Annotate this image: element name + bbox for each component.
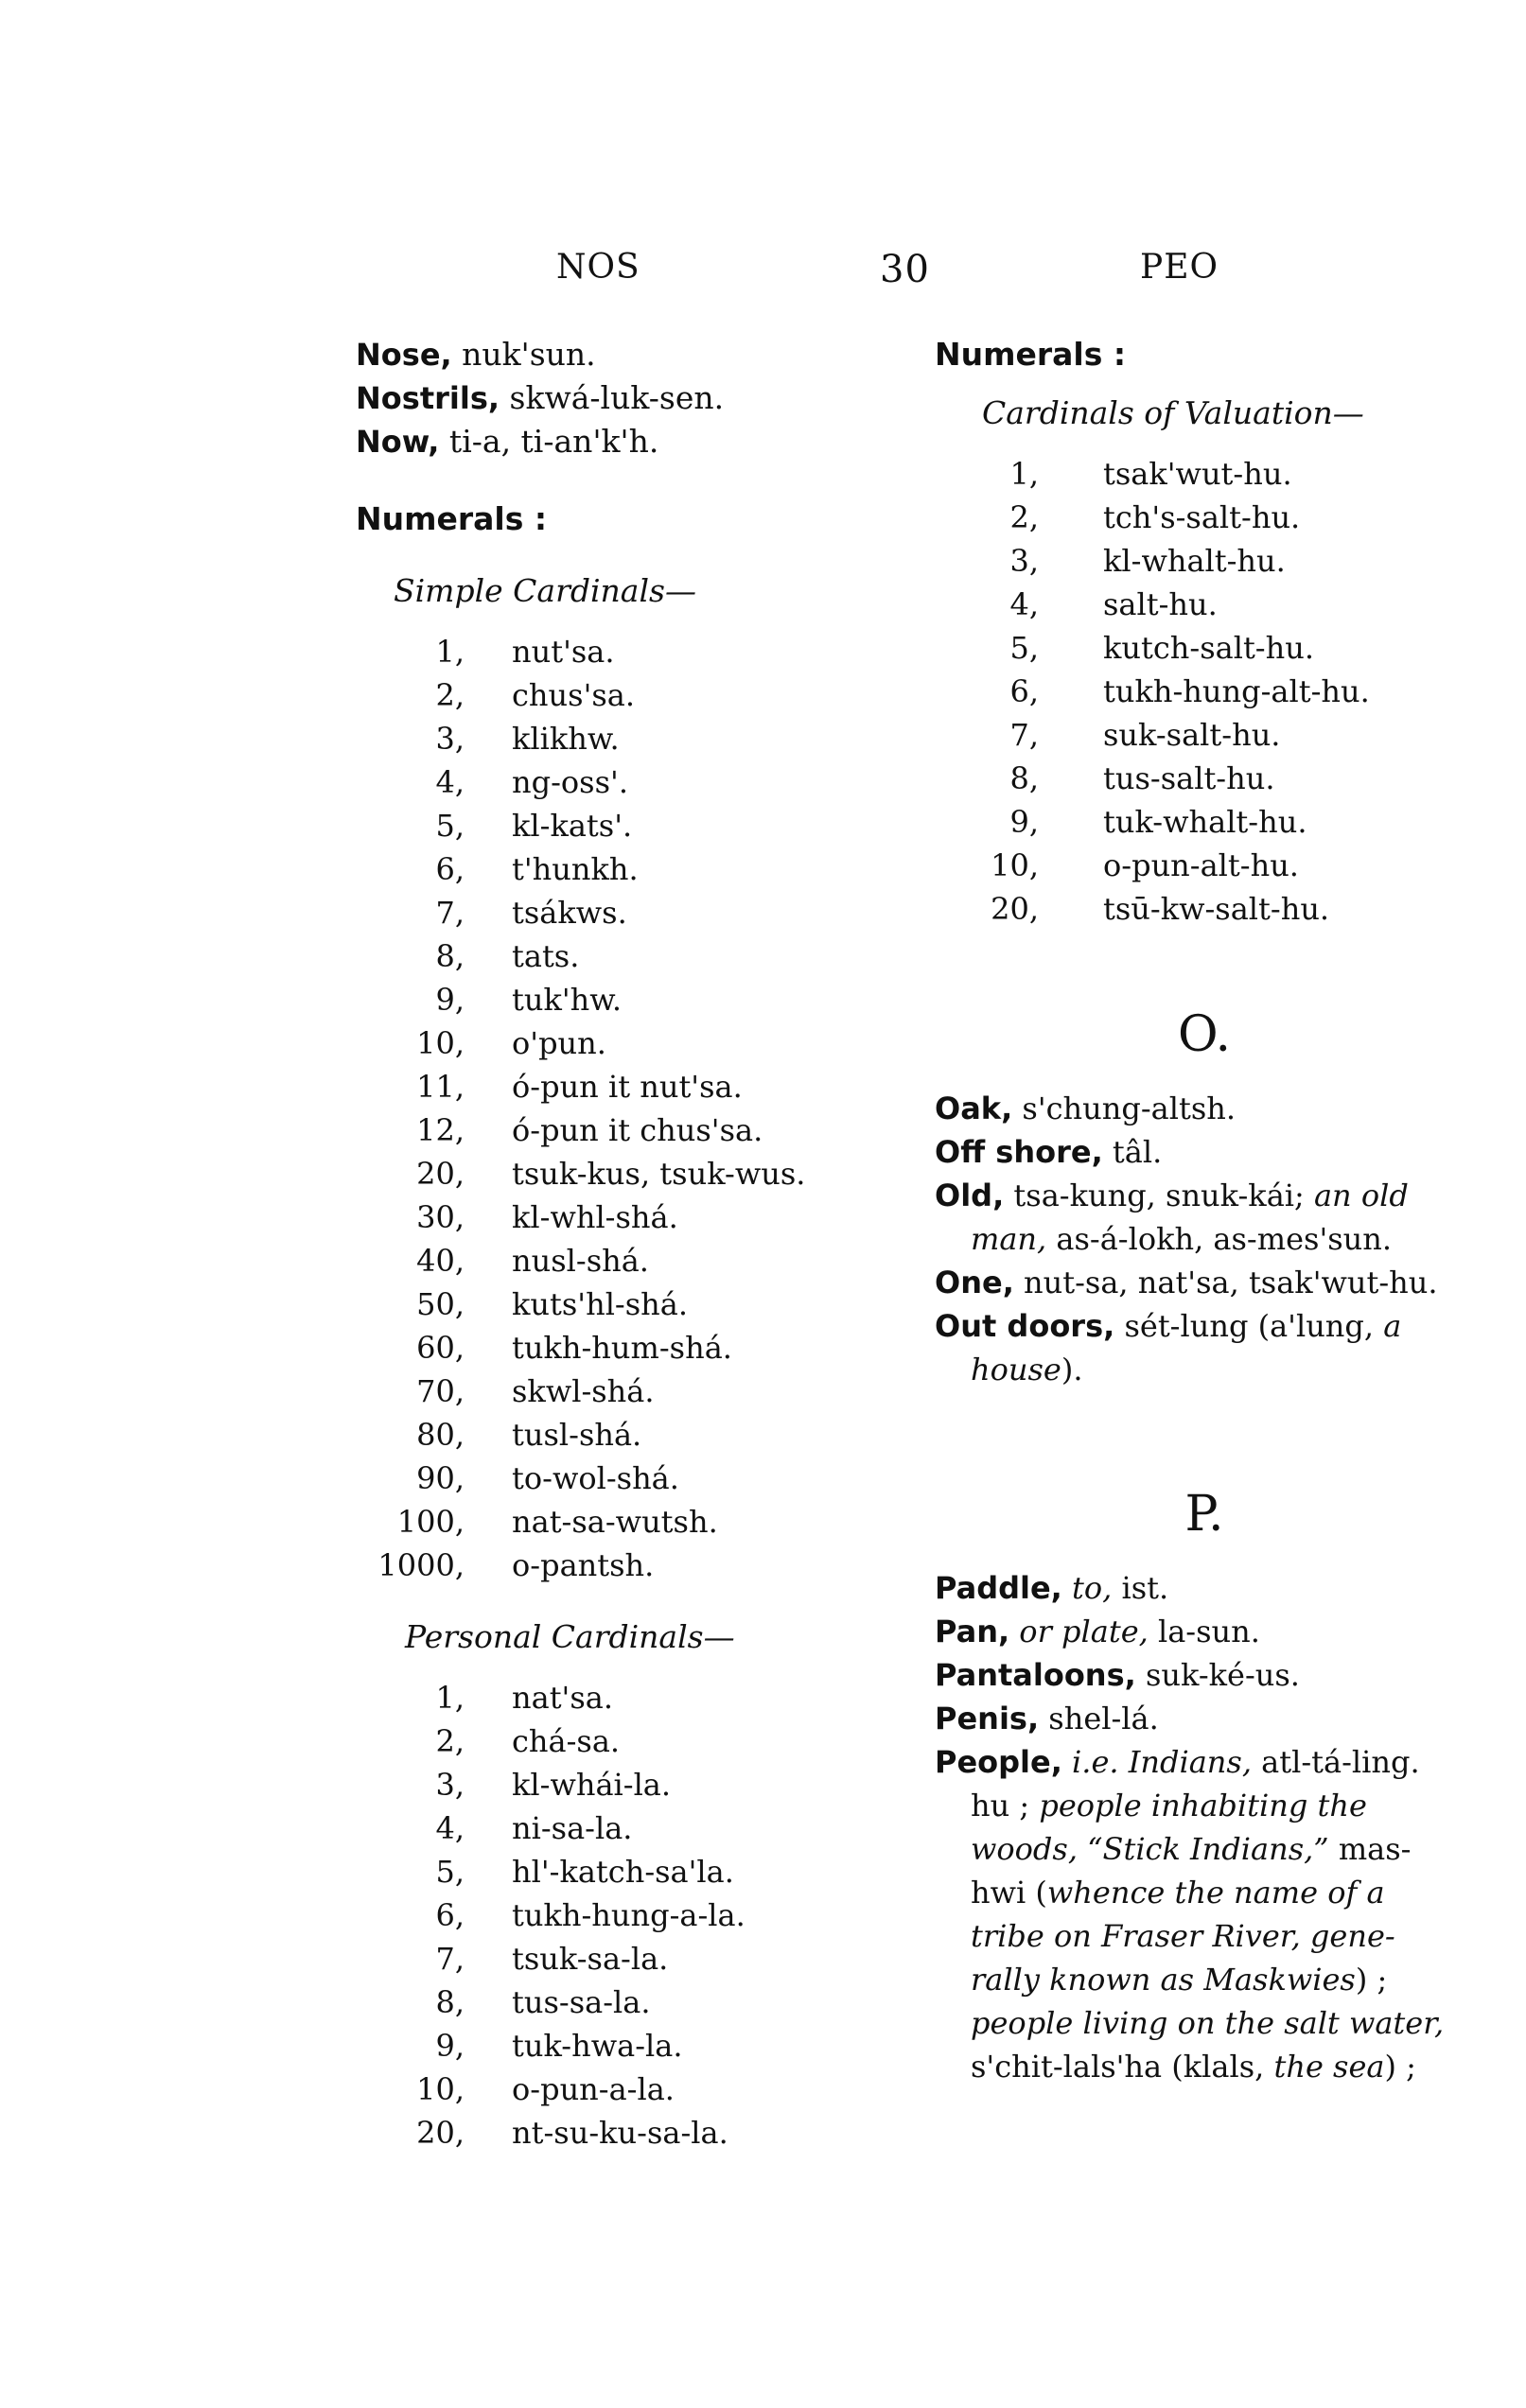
- list-item: 10, o'pun.: [416, 1025, 606, 1061]
- list-item: 1, nat'sa.: [435, 1680, 614, 1716]
- definition: skwá-luk-sen.: [500, 379, 725, 416]
- list-item: 10, o-pun-a-la.: [416, 2071, 675, 2107]
- list-item: 70, skwl-shá.: [416, 1373, 655, 1409]
- list-item: 8, tus-sa-la.: [435, 1984, 651, 2020]
- personal-cardinals-title: Personal Cardinals—: [405, 1618, 735, 1655]
- list-item: 7, suk-salt-hu.: [1009, 717, 1281, 753]
- list-item: 1000, o-pantsh.: [377, 1547, 655, 1583]
- definition: nuk'sun.: [451, 336, 596, 373]
- running-head-right: PEO: [1140, 248, 1219, 287]
- list-item: 2, chá-sa.: [435, 1723, 621, 1759]
- valuation-cardinals-title: Cardinals of Valuation—: [982, 394, 1364, 431]
- list-item: 50, kuts'hl-shá.: [416, 1286, 689, 1322]
- list-item: 3, kl-whái-la.: [435, 1767, 672, 1803]
- list-item: 4, ni-sa-la.: [435, 1810, 633, 1846]
- headword: Now,: [356, 424, 440, 460]
- entry-off-shore: Off shore, tâl.: [935, 1134, 1163, 1170]
- page-number: 30: [880, 248, 930, 291]
- list-item: 9, tuk-hwa-la.: [435, 2028, 683, 2064]
- list-item: 7, tsuk-sa-la.: [435, 1941, 669, 1977]
- entry-pantaloons: Pantaloons, suk-ké-us.: [935, 1657, 1300, 1693]
- list-item: 7, tsákws.: [435, 895, 627, 931]
- numerals-heading-cont: Numerals :: [935, 336, 1127, 373]
- left-column: [356, 333, 886, 2155]
- entry-now: [356, 420, 886, 463]
- list-item: 9, tuk-whalt-hu.: [1009, 804, 1307, 840]
- list-item: 4, ng-oss'.: [435, 764, 628, 800]
- list-item: 8, tats.: [435, 938, 580, 974]
- list-item: 11, ó-pun it nut'sa.: [416, 1069, 743, 1105]
- list-item: 8, tus-salt-hu.: [1009, 760, 1275, 796]
- section-letter-p: P.: [1184, 1486, 1224, 1543]
- list-item: 2, tch's-salt-hu.: [1009, 499, 1301, 535]
- list-item: 60, tukh-hum-shá.: [416, 1330, 732, 1366]
- list-item: 2, chus'sa.: [435, 677, 636, 713]
- entry-nostrils: [356, 376, 886, 420]
- list-item: 6, t'hunkh.: [435, 851, 639, 887]
- list-item: 9, tuk'hw.: [435, 982, 623, 1018]
- entry-pan: Pan, or plate, la-sun.: [935, 1614, 1260, 1649]
- valuation-cardinals-list: [935, 452, 1474, 931]
- list-item: 4, salt-hu.: [1009, 586, 1218, 622]
- simple-cardinals-title: Simple Cardinals—: [394, 572, 696, 609]
- list-item: 100, nat-sa-wutsh.: [396, 1504, 718, 1540]
- entry-one: One, nut-sa, nat'sa, tsak'wut-hu.: [935, 1265, 1438, 1300]
- section-letter-o: O.: [1177, 1006, 1232, 1063]
- list-item: 3, klikhw.: [435, 721, 620, 757]
- list-item: 5, kl-kats'.: [435, 808, 633, 844]
- list-item: 80, tusl-shá.: [416, 1417, 642, 1453]
- list-item: 20, tsuk-kus, tsuk-wus.: [416, 1156, 806, 1192]
- entry-nose: [356, 333, 886, 376]
- list-item: 40, nusl-shá.: [416, 1243, 649, 1279]
- headword: Nostrils,: [356, 380, 500, 416]
- list-item: 20, tsū-kw-salt-hu.: [991, 891, 1330, 927]
- entry-penis: Penis, shel-lá.: [935, 1701, 1159, 1736]
- list-item: 5, kutch-salt-hu.: [1009, 630, 1314, 666]
- list-item: 90, to-wol-shá.: [416, 1460, 679, 1496]
- numerals-heading: Numerals :: [356, 500, 548, 537]
- definition: ti-a, ti-an'k'h.: [439, 423, 659, 460]
- simple-cardinals-list: [356, 630, 886, 1587]
- list-item: 12, ó-pun it chus'sa.: [416, 1112, 763, 1148]
- entry-oak: Oak, s'chung-altsh.: [935, 1091, 1237, 1126]
- entry-people: People, i.e. Indians, atl-tá-ling. hu ; people inhabiting the woods, “Stick Indians,” mas- hwi (whence the name of a tribe on Fraser River, gene- rally known as Maskwies) ; people living on the salt water, s'chit-lals'ha (klals, the sea) ;: [935, 1744, 1445, 2085]
- headword: Nose,: [356, 337, 452, 373]
- list-item: 1, nut'sa.: [435, 634, 615, 670]
- list-item: 30, kl-whl-shá.: [416, 1199, 678, 1235]
- list-item: 6, tukh-hung-alt-hu.: [1009, 673, 1370, 709]
- entry-paddle: Paddle, to, ist.: [935, 1570, 1169, 1606]
- entry-old: Old, tsa-kung, snuk-kái; an old man, as-á-lokh, as-mes'sun.: [935, 1178, 1409, 1257]
- list-item: 20, nt-su-ku-sa-la.: [416, 2115, 728, 2151]
- list-item: 6, tukh-hung-a-la.: [435, 1897, 745, 1933]
- personal-cardinals-list: [356, 1676, 886, 2155]
- entry-out-doors: Out doors, sét-lung (a'lung, a house).: [935, 1308, 1402, 1387]
- right-column: [935, 333, 1474, 2088]
- list-item: 5, hl'-katch-sa'la.: [435, 1854, 734, 1890]
- list-item: 10, o-pun-alt-hu.: [991, 847, 1299, 883]
- list-item: 1, tsak'wut-hu.: [1009, 456, 1292, 492]
- list-item: 3, kl-whalt-hu.: [1009, 543, 1286, 579]
- running-head-left: NOS: [556, 248, 640, 287]
